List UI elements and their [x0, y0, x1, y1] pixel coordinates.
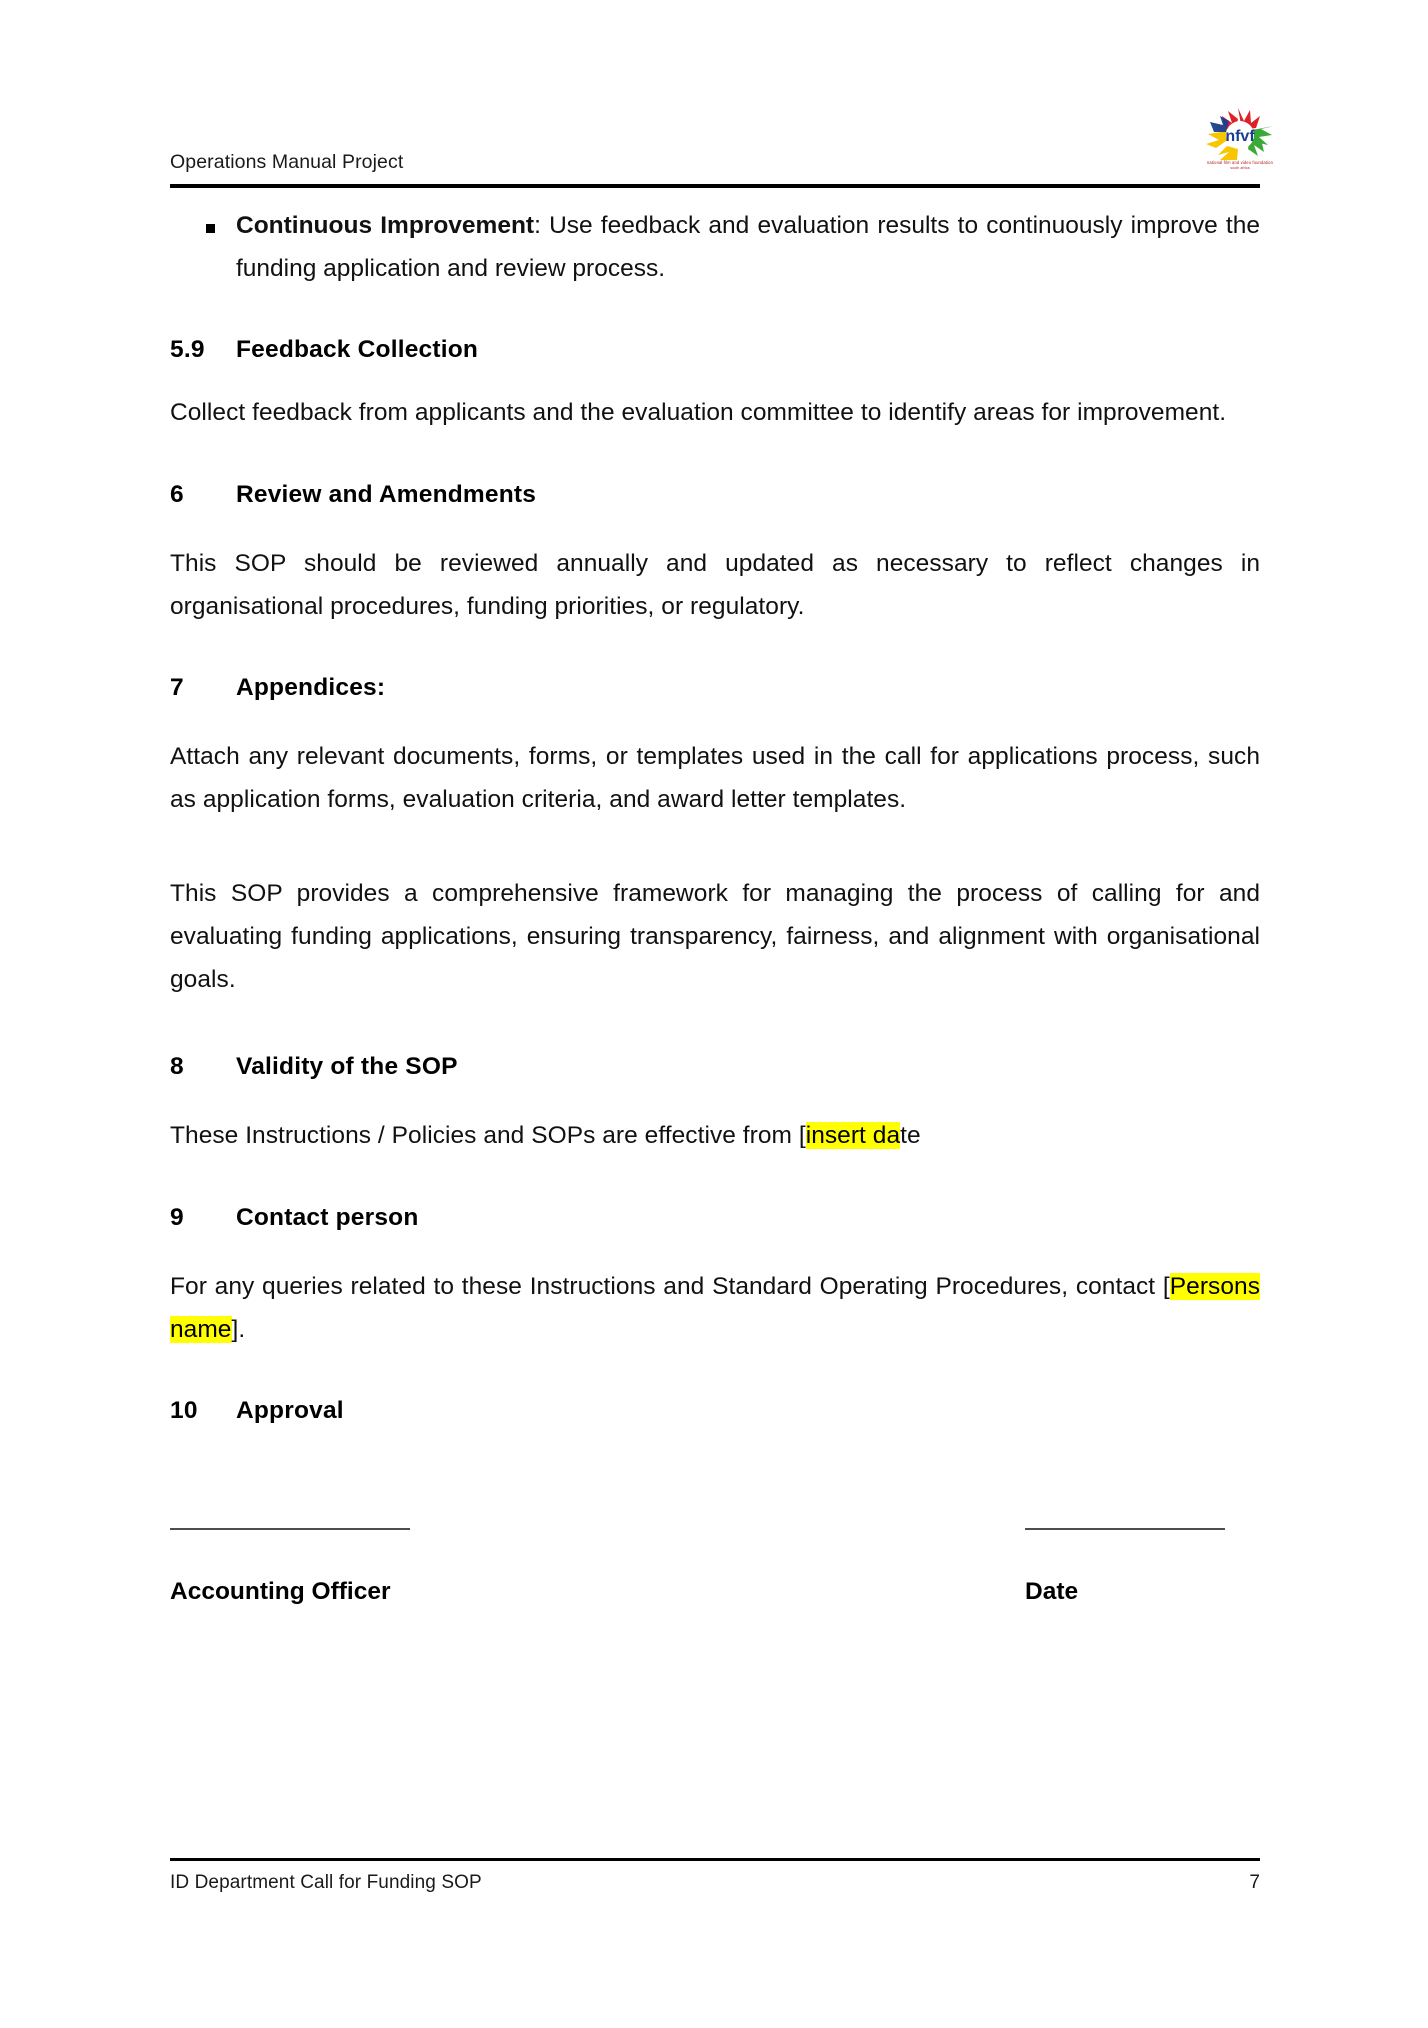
paragraph-6: This SOP should be reviewed annually and updated as necessary to reflect changes in organisational procedures, funding priorities, or regulatory.	[170, 549, 1260, 620]
paragraph-8-before: These Instructions / Policies and SOPs are effective from [	[170, 1122, 806, 1150]
logo-caption-line2: south africa	[1230, 165, 1250, 170]
nfvf-logo-mark	[1198, 104, 1282, 166]
paragraph-5-9: Collect feedback from applicants and the evaluation committee to identify areas for improvement.	[170, 399, 1227, 427]
footer-row	[170, 1872, 1260, 1894]
list-item	[170, 205, 1260, 290]
nfvf-logo	[1198, 104, 1282, 178]
signature-date	[1025, 1528, 1225, 1606]
heading-title: Review and Amendments	[236, 480, 537, 508]
signature-line	[1025, 1528, 1225, 1530]
logo-caption-line1: national film and video foundation	[1206, 160, 1274, 165]
header-divider	[170, 184, 1260, 188]
heading-title: Contact person	[236, 1203, 419, 1231]
footer-title: ID Department Call for Funding SOP	[170, 1872, 482, 1893]
heading-number: 8	[170, 1053, 184, 1081]
signature-label: Accounting Officer	[170, 1578, 391, 1605]
document-body	[170, 205, 1260, 1425]
paragraph-7-summary: This SOP provides a comprehensive framework for managing the process of calling for and evaluating funding applications, ensuring transparency, fairness, and alignment with organisational goals.	[170, 880, 1260, 993]
paragraph-8-after: te	[900, 1122, 921, 1150]
signature-label: Date	[1025, 1578, 1079, 1605]
heading-title: Appendices:	[236, 674, 386, 702]
heading-number: 9	[170, 1203, 184, 1231]
paragraph-8	[170, 1115, 1260, 1158]
footer-divider	[170, 1858, 1260, 1861]
heading-number: 7	[170, 674, 184, 702]
bullet-rest-text: : Use feedback and evaluation results to continuously improve the funding application and review process.	[236, 212, 1260, 282]
heading-title: Approval	[236, 1397, 344, 1425]
heading-6	[170, 481, 1260, 509]
heading-7	[170, 674, 1260, 702]
heading-number: 10	[170, 1397, 198, 1425]
page-number: 7	[1249, 1872, 1260, 1893]
signature-accounting-officer	[170, 1528, 410, 1606]
heading-9	[170, 1204, 1260, 1232]
paragraph-9-before: For any queries related to these Instructions and Standard Operating Procedures, contact [	[170, 1272, 1170, 1300]
heading-number: 5.9	[170, 336, 205, 364]
square-bullet-icon	[206, 224, 215, 233]
bullet-list	[170, 205, 1260, 290]
highlight-persons-name: Persons name	[170, 1272, 1260, 1343]
logo-caption	[1170, 160, 1310, 171]
bullet-lead-text: Continuous Improvement	[236, 212, 535, 239]
page-header	[170, 118, 1260, 188]
heading-10	[170, 1397, 1260, 1425]
heading-8	[170, 1053, 1260, 1081]
signature-block	[170, 1528, 1260, 1688]
paragraph-9	[170, 1266, 1260, 1351]
paragraph-7: Attach any relevant documents, forms, or templates used in the call for applications process, such as application forms, evaluation criteria, and award letter templates.	[170, 743, 1260, 813]
heading-5-9	[170, 336, 1260, 364]
header-title: Operations Manual Project	[170, 151, 404, 173]
highlight-insert-date: insert da	[805, 1122, 901, 1150]
heading-number: 6	[170, 480, 184, 508]
signature-line	[170, 1528, 410, 1530]
paragraph-9-after: ].	[231, 1315, 246, 1343]
heading-title: Feedback Collection	[236, 336, 479, 364]
nfvf-wordmark: nfvf	[1225, 128, 1255, 145]
page-footer	[170, 1858, 1260, 1894]
heading-title: Validity of the SOP	[236, 1053, 458, 1081]
